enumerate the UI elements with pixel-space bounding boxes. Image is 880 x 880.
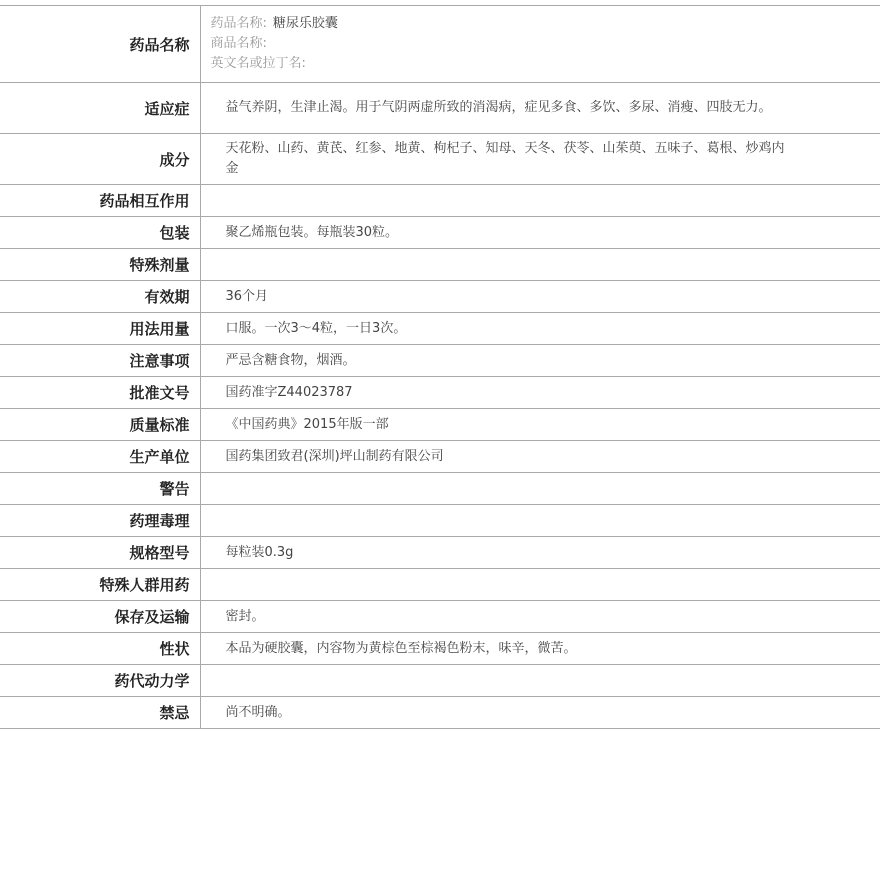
row-warning: [0, 473, 880, 505]
row-label: 药代动力学: [0, 665, 200, 697]
row-specification: [0, 537, 880, 569]
row-label: 性状: [0, 633, 200, 665]
trade-name-line: [211, 34, 880, 54]
row-value: 36个月: [225, 288, 269, 304]
row-drug-name: [0, 6, 880, 83]
row-packaging: [0, 217, 880, 249]
row-value: 益气养阴，生津止渴。用于气阴两虚所致的消渴病，症见多食、多饮、多尿、消瘦、四肢无力。: [225, 100, 772, 115]
row-label: 药品名称: [0, 6, 200, 83]
row-label: 质量标准: [0, 409, 200, 441]
row-value: 国药集团致君(深圳)坪山制药有限公司: [225, 448, 444, 464]
row-label: 包装: [0, 217, 200, 249]
row-value: 每粒装0.3g: [225, 544, 294, 560]
row-value: 口服。一次3～4粒，一日3次。: [225, 320, 407, 336]
row-pharmacology-toxicology: [0, 505, 880, 537]
row-contraindications: [0, 697, 880, 729]
row-label: 警告: [0, 473, 200, 505]
field-key: 商品名称:: [210, 36, 267, 51]
field-value: 糖尿乐胶囊: [272, 16, 338, 31]
row-value-cell: [200, 665, 880, 697]
row-label: 有效期: [0, 281, 200, 313]
row-value-cell: [200, 249, 880, 281]
row-value: 国药准字Z44023787: [225, 384, 353, 400]
row-manufacturer: [0, 441, 880, 473]
row-value: 密封。: [225, 608, 265, 624]
row-approval-number: [0, 377, 880, 409]
row-special-dosage: [0, 249, 880, 281]
row-value-cell: [200, 281, 880, 313]
row-pharmacokinetics: [0, 665, 880, 697]
row-precautions: [0, 345, 880, 377]
row-value: 严忌含糖食物，烟酒。: [225, 352, 356, 368]
row-value-cell: [200, 409, 880, 441]
row-label: 用法用量: [0, 313, 200, 345]
row-label: 成分: [0, 134, 200, 185]
row-label: 特殊人群用药: [0, 569, 200, 601]
row-value-cell: [200, 377, 880, 409]
row-value-cell: [200, 633, 880, 665]
row-shelf-life: [0, 281, 880, 313]
row-value-cell: [200, 473, 880, 505]
row-label: 禁忌: [0, 697, 200, 729]
row-label: 特殊剂量: [0, 249, 200, 281]
row-label: 注意事项: [0, 345, 200, 377]
row-label: 规格型号: [0, 537, 200, 569]
row-label: 批准文号: [0, 377, 200, 409]
row-value-cell: [200, 185, 880, 217]
row-usage-dosage: [0, 313, 880, 345]
row-label: 适应症: [0, 83, 200, 134]
row-value: 本品为硬胶囊，内容物为黄棕色至棕褐色粉末，味辛，微苦。: [225, 640, 577, 656]
field-key: 药品名称:: [210, 16, 267, 31]
row-value-cell: [200, 313, 880, 345]
latin-name-line: [211, 54, 880, 74]
row-value-cell: [200, 601, 880, 633]
row-value-cell: [200, 217, 880, 249]
row-value-cell: [200, 441, 880, 473]
row-label: 药理毒理: [0, 505, 200, 537]
row-label: 生产单位: [0, 441, 200, 473]
row-label: 保存及运输: [0, 601, 200, 633]
row-ingredients: [0, 134, 880, 185]
row-drug-interactions: [0, 185, 880, 217]
generic-name-line: [211, 14, 880, 34]
field-key: 英文名或拉丁名:: [210, 56, 306, 71]
row-storage-transport: [0, 601, 880, 633]
name-fields-cell: [200, 6, 880, 83]
row-description: [0, 633, 880, 665]
row-value-cell: [200, 134, 880, 185]
row-special-populations: [0, 569, 880, 601]
row-value-cell: [200, 569, 880, 601]
row-value-cell: [200, 697, 880, 729]
row-value-cell: [200, 537, 880, 569]
row-value-cell: [200, 345, 880, 377]
row-value: 天花粉、山药、黄芪、红参、地黄、枸杞子、知母、天冬、茯苓、山茱萸、五味子、葛根、炒鸡内金: [225, 141, 785, 176]
row-quality-standard: [0, 409, 880, 441]
row-indications: [0, 83, 880, 134]
row-label: 药品相互作用: [0, 185, 200, 217]
row-value: 聚乙烯瓶包装。每瓶装30粒。: [225, 224, 399, 240]
row-value-cell: [200, 505, 880, 537]
row-value: 尚不明确。: [225, 704, 291, 720]
row-value-cell: [200, 83, 880, 134]
row-value: 《中国药典》2015年版一部: [225, 416, 389, 432]
drug-info-table: [0, 5, 880, 729]
